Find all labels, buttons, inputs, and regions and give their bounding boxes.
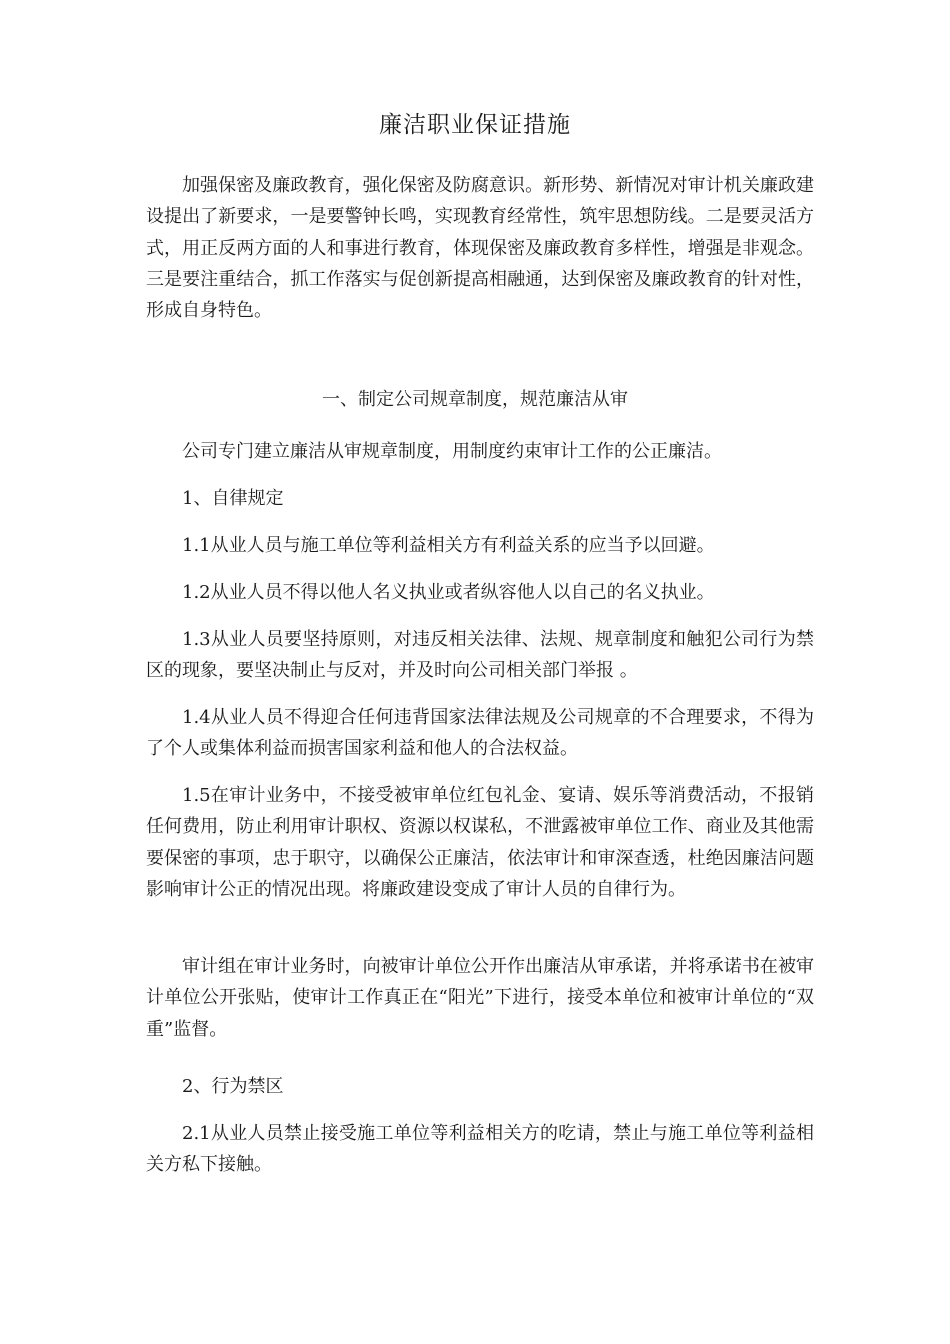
item-1-3: 1.3从业人员要坚持原则，对违反相关法律、法规、规章制度和触犯公司行为禁区的现象，要坚决制止与反对，并及时向公司相关部门举报 。: [146, 629, 814, 682]
audit-group-paragraph: 审计组在审计业务时，向被审计单位公开作出廉洁从审承诺，并将承诺书在被审计单位公开张贴，使审计工作真正在“阳光”下进行，接受本单位和被审计单位的“双重”监督。: [146, 956, 814, 1040]
item-1-1: 1.1从业人员与施工单位等利益相关方有利益关系的应当予以回避。: [182, 535, 715, 556]
subsection-heading-self-discipline: 1、自律规定: [182, 488, 284, 509]
section-intro-paragraph: 公司专门建立廉洁从审规章制度，用制度约束审计工作的公正廉洁。: [182, 441, 722, 462]
section-heading: 一、制定公司规章制度，规范廉洁从审: [322, 389, 628, 410]
subsection-heading-prohibited: 2、行为禁区: [182, 1076, 284, 1097]
item-2-1: 2.1从业人员禁止接受施工单位等利益相关方的吃请，禁止与施工单位等利益相关方私下接触。: [146, 1123, 814, 1176]
item-1-5: 1.5在审计业务中，不接受被审单位红包礼金、宴请、娱乐等消费活动，不报销任何费用，防止利用审计职权、资源以权谋私，不泄露被审单位工作、商业及其他需要保密的事项，忠于职守，以确保公正廉洁，依法审计和审深查透，杜绝因廉洁问题影响审计公正的情况出现。将廉政建设变成了审计人员的自律行为。: [146, 785, 814, 900]
document-title: 廉洁职业保证措施: [379, 112, 571, 138]
intro-paragraph: 加强保密及廉政教育，强化保密及防腐意识。新形势、新情况对审计机关廉政建设提出了新要求，一是要警钟长鸣，实现教育经常性，筑牢思想防线。二是要灵活方式，用正反两方面的人和事进行教育，体现保密及廉政教育多样性，增强是非观念。三是要注重结合，抓工作落实与促创新提高相融通，达到保密及廉政教育的针对性，形成自身特色。: [146, 175, 814, 322]
item-1-4: 1.4从业人员不得迎合任何违背国家法律法规及公司规章的不合理要求，不得为了个人或集体利益而损害国家利益和他人的合法权益。: [146, 707, 814, 760]
item-1-2: 1.2从业人员不得以他人名义执业或者纵容他人以自己的名义执业。: [182, 582, 715, 603]
